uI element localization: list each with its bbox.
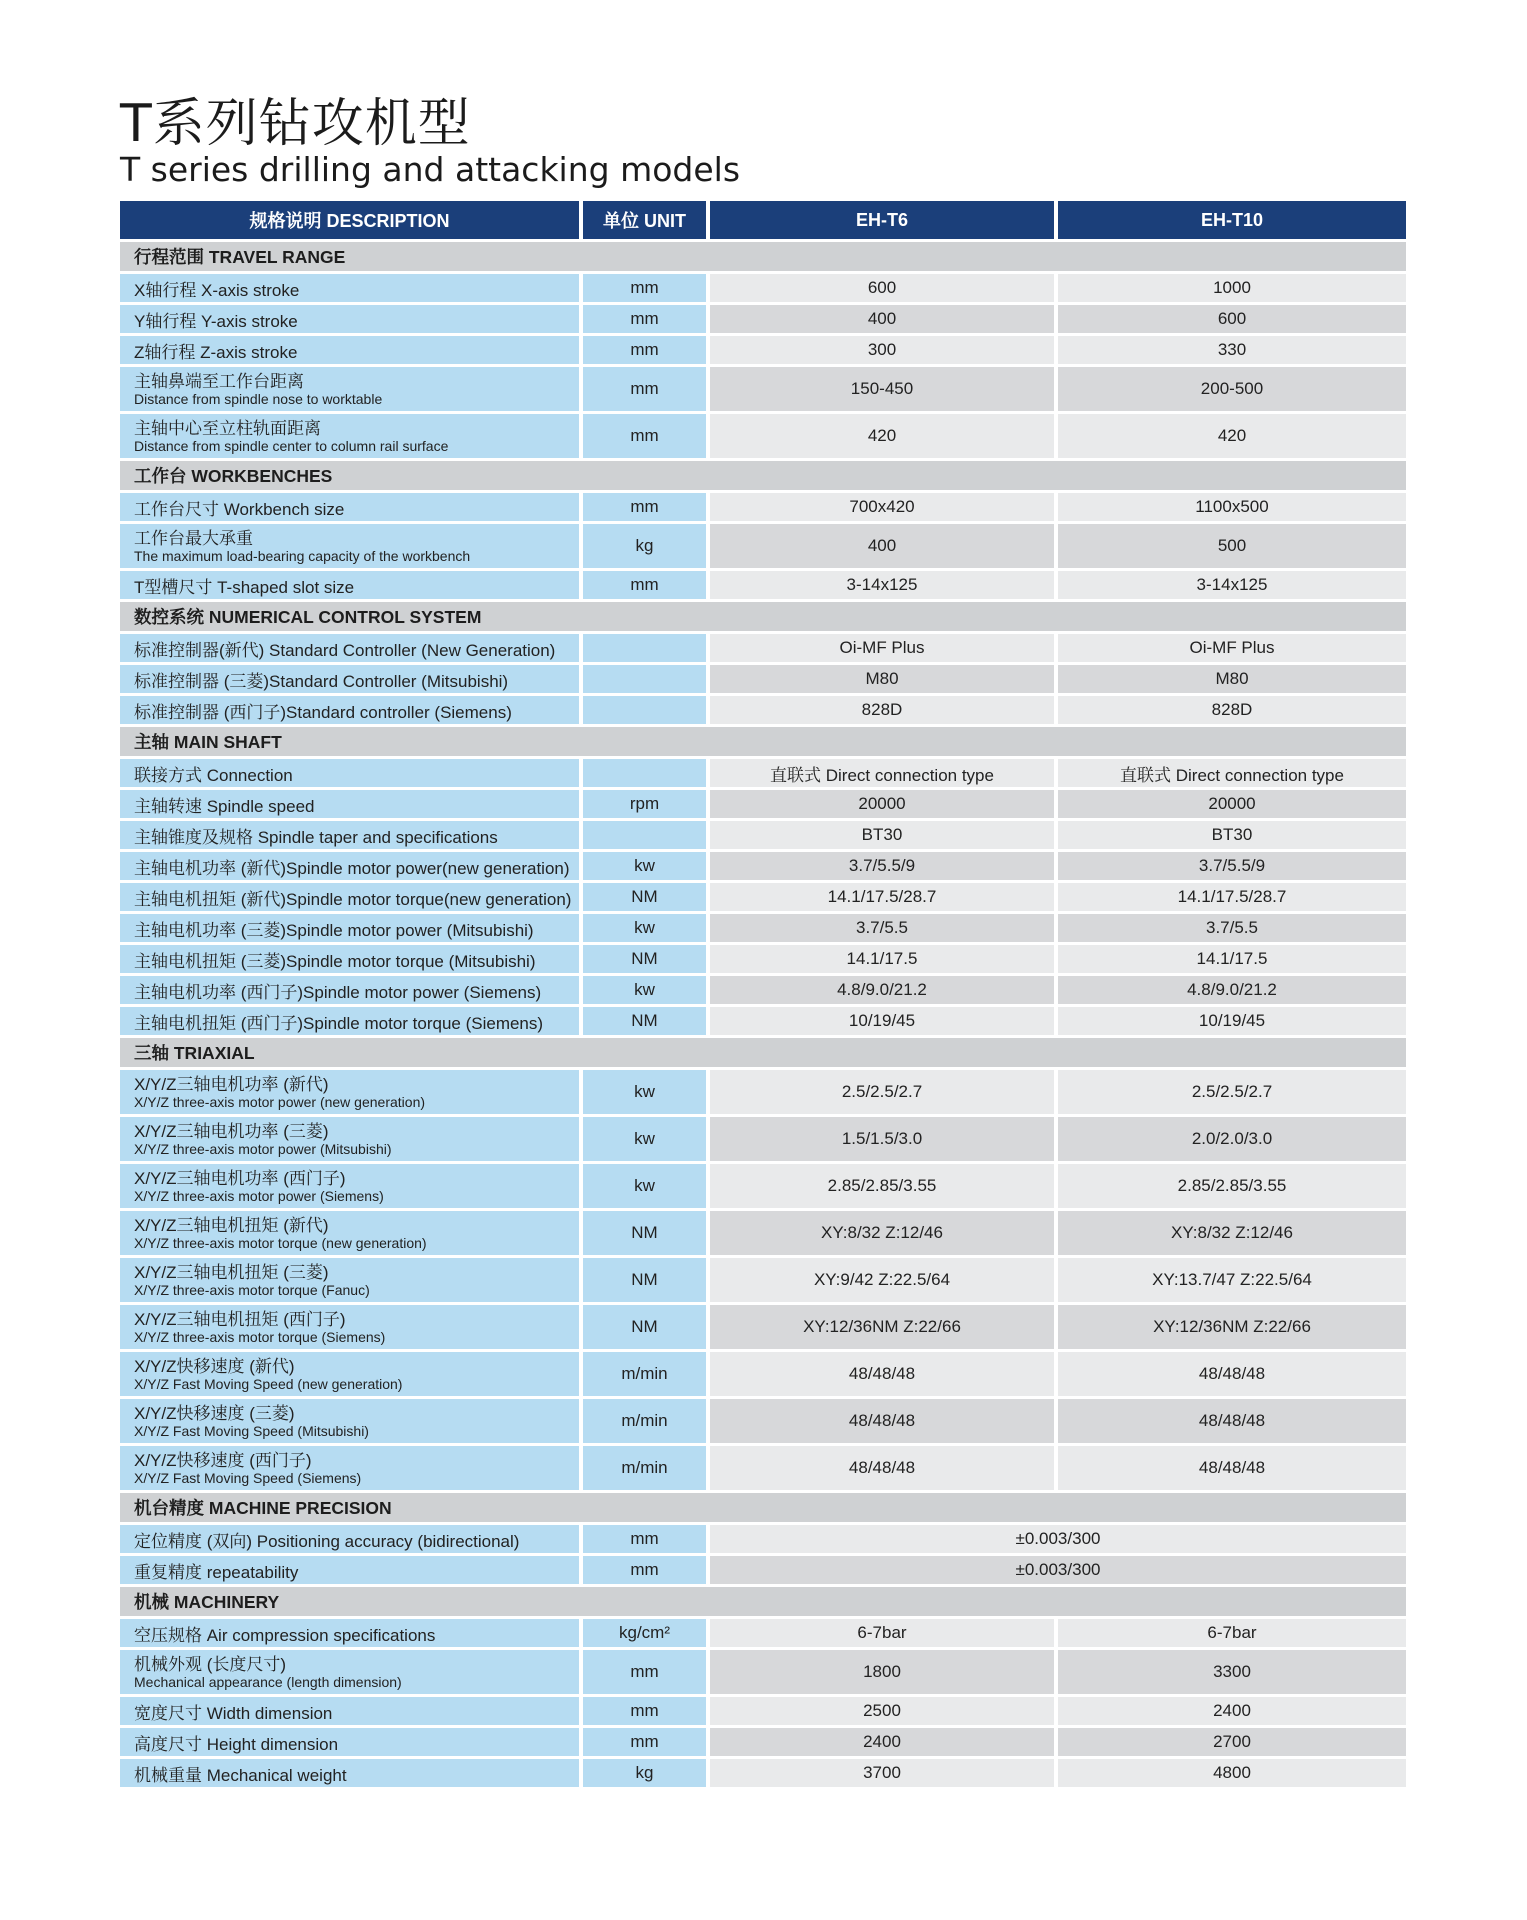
spec-description: 机械重量 Mechanical weight [120,1759,583,1787]
spec-value-eh-t6: 4.8/9.0/21.2 [710,976,1058,1004]
spec-description: 重复精度 repeatability [120,1556,583,1584]
table-row [120,759,1406,787]
spec-description: T型槽尺寸 T-shaped slot size [120,571,583,599]
spec-unit: mm [583,1650,710,1694]
table-row [120,914,1406,942]
spec-description-sub: The maximum load-bearing capacity of the workbench [134,547,471,564]
spec-value-eh-t10: 3300 [1058,1650,1406,1694]
spec-value-eh-t10: 2.85/2.85/3.55 [1058,1164,1406,1208]
table-row [120,1446,1406,1490]
spec-value-eh-t10: 600 [1058,305,1406,333]
spec-description: 主轴电机功率 (新代)Spindle motor power(new generation) [120,852,583,880]
spec-unit [583,665,710,693]
spec-unit: rpm [583,790,710,818]
spec-value-eh-t10: Oi-MF Plus [1058,634,1406,662]
header-model-eh-t6: EH-T6 [710,201,1058,239]
spec-unit: kw [583,1070,710,1114]
spec-description: 定位精度 (双向) Positioning accuracy (bidirectional) [120,1525,583,1553]
spec-value-eh-t6: 3.7/5.5/9 [710,852,1058,880]
spec-unit: m/min [583,1399,710,1443]
spec-value-eh-t6: 2500 [710,1697,1058,1725]
spec-value-eh-t10: 1100x500 [1058,493,1406,521]
spec-description-sub: X/Y/Z three-axis motor power (Siemens) [134,1187,384,1204]
spec-description [120,1650,583,1694]
spec-description-main: X/Y/Z快移速度 (三菱) [134,1403,295,1423]
spec-unit: NM [583,1007,710,1035]
spec-description [120,524,583,568]
spec-value-eh-t6: 10/19/45 [710,1007,1058,1035]
spec-value-eh-t6: XY:12/36NM Z:22/66 [710,1305,1058,1349]
spec-value-eh-t6: 48/48/48 [710,1352,1058,1396]
spec-description-main: X/Y/Z三轴电机功率 (新代) [134,1074,329,1094]
table-row [120,945,1406,973]
spec-unit: NM [583,1211,710,1255]
spec-value-eh-t6: BT30 [710,821,1058,849]
spec-description-sub: X/Y/Z three-axis motor power (new generation) [134,1093,426,1110]
table-row [120,1525,1406,1553]
spec-description-sub: X/Y/Z three-axis motor power (Mitsubishi) [134,1140,392,1157]
spec-description-sub: X/Y/Z three-axis motor torque (new generation) [134,1234,427,1251]
spec-value-eh-t6: M80 [710,665,1058,693]
spec-description [120,1399,583,1443]
spec-description: 主轴转速 Spindle speed [120,790,583,818]
spec-unit [583,821,710,849]
spec-value-eh-t10: 20000 [1058,790,1406,818]
spec-value-eh-t6: 14.1/17.5/28.7 [710,883,1058,911]
spec-description-main: X/Y/Z三轴电机扭矩 (西门子) [134,1309,346,1329]
section-title: 机台精度 MACHINE PRECISION [120,1493,1406,1522]
header-unit: 单位 UNIT [583,201,710,239]
spec-value-eh-t10: 200-500 [1058,367,1406,411]
spec-description: 标准控制器(新代) Standard Controller (New Generation) [120,634,583,662]
spec-description: 标准控制器 (三菱)Standard Controller (Mitsubishi) [120,665,583,693]
section-title: 主轴 MAIN SHAFT [120,727,1406,756]
spec-value-eh-t10: 6-7bar [1058,1619,1406,1647]
spec-value-eh-t10: M80 [1058,665,1406,693]
spec-description: 主轴电机扭矩 (西门子)Spindle motor torque (Siemens) [120,1007,583,1035]
section-title: 工作台 WORKBENCHES [120,461,1406,490]
page-title-chinese: T系列钻攻机型 [120,94,471,154]
spec-unit: m/min [583,1446,710,1490]
spec-value-eh-t10: 直联式 Direct connection type [1058,759,1406,787]
spec-value-eh-t6: XY:9/42 Z:22.5/64 [710,1258,1058,1302]
spec-value-eh-t6: Oi-MF Plus [710,634,1058,662]
spec-unit: kw [583,914,710,942]
spec-value-eh-t10: 4.8/9.0/21.2 [1058,976,1406,1004]
table-row [120,883,1406,911]
spec-unit: kw [583,852,710,880]
spec-unit: kg/cm² [583,1619,710,1647]
spec-unit: NM [583,1305,710,1349]
spec-description [120,1117,583,1161]
spec-description: Z轴行程 Z-axis stroke [120,336,583,364]
table-row [120,1211,1406,1255]
section-title: 数控系统 NUMERICAL CONTROL SYSTEM [120,602,1406,631]
spec-unit: mm [583,1728,710,1756]
spec-description-sub: Distance from spindle nose to worktable [134,390,383,407]
spec-value-eh-t10: 3-14x125 [1058,571,1406,599]
header-description: 规格说明 DESCRIPTION [120,201,583,239]
table-row [120,305,1406,333]
spec-description-main: 机械外观 (长度尺寸) [134,1654,287,1674]
spec-unit: kg [583,1759,710,1787]
spec-value-eh-t6: 600 [710,274,1058,302]
table-row [120,1305,1406,1349]
spec-description-main: X/Y/Z快移速度 (新代) [134,1356,295,1376]
spec-value-eh-t10: XY:13.7/47 Z:22.5/64 [1058,1258,1406,1302]
spec-description-main: X/Y/Z三轴电机功率 (西门子) [134,1168,346,1188]
spec-description: 主轴锥度及规格 Spindle taper and specifications [120,821,583,849]
table-row [120,696,1406,724]
spec-description: 工作台尺寸 Workbench size [120,493,583,521]
spec-description-main: X/Y/Z三轴电机功率 (三菱) [134,1121,329,1141]
spec-description-main: 主轴中心至立柱轨面距离 [134,418,321,438]
spec-value-eh-t6: 48/48/48 [710,1446,1058,1490]
spec-table-body [120,242,1406,1787]
spec-description [120,1446,583,1490]
spec-description: X轴行程 X-axis stroke [120,274,583,302]
spec-unit: kg [583,524,710,568]
spec-value-eh-t10: XY:8/32 Z:12/46 [1058,1211,1406,1255]
spec-description [120,414,583,458]
spec-description-main: X/Y/Z快移速度 (西门子) [134,1450,312,1470]
section-header-row [120,461,1406,490]
spec-description-sub: X/Y/Z three-axis motor torque (Siemens) [134,1328,386,1345]
section-header-row [120,727,1406,756]
spec-description-sub: Distance from spindle center to column rail surface [134,437,449,454]
spec-unit [583,759,710,787]
spec-value-eh-t6: 150-450 [710,367,1058,411]
spec-unit: mm [583,1525,710,1553]
spec-description: 标准控制器 (西门子)Standard controller (Siemens) [120,696,583,724]
table-row [120,634,1406,662]
spec-unit: NM [583,883,710,911]
spec-value-eh-t10: 828D [1058,696,1406,724]
spec-value-eh-t6: 48/48/48 [710,1399,1058,1443]
spec-description-sub: Mechanical appearance (length dimension) [134,1673,402,1690]
spec-unit: kw [583,976,710,1004]
spec-value-eh-t10: 48/48/48 [1058,1446,1406,1490]
spec-value-eh-t6: 20000 [710,790,1058,818]
table-row [120,1352,1406,1396]
spec-unit: mm [583,493,710,521]
section-header-row [120,1038,1406,1067]
spec-value-eh-t10: 2.0/2.0/3.0 [1058,1117,1406,1161]
table-row [120,1117,1406,1161]
spec-value-eh-t10: 14.1/17.5/28.7 [1058,883,1406,911]
spec-value-eh-t6: 300 [710,336,1058,364]
spec-unit [583,634,710,662]
spec-description-sub: X/Y/Z three-axis motor torque (Fanuc) [134,1281,370,1298]
spec-description-main: X/Y/Z三轴电机扭矩 (新代) [134,1215,329,1235]
spec-value-eh-t6: 2.85/2.85/3.55 [710,1164,1058,1208]
spec-unit: NM [583,1258,710,1302]
spec-unit: kw [583,1117,710,1161]
spec-description-sub: X/Y/Z Fast Moving Speed (Siemens) [134,1469,362,1486]
spec-value-eh-t6: 828D [710,696,1058,724]
table-row [120,1556,1406,1584]
spec-value-eh-t6: 1800 [710,1650,1058,1694]
table-row [120,414,1406,458]
table-row [120,1070,1406,1114]
spec-description [120,1164,583,1208]
spec-value-eh-t6: 400 [710,524,1058,568]
section-header-row [120,1493,1406,1522]
table-row [120,852,1406,880]
spec-unit: mm [583,1697,710,1725]
spec-description: 主轴电机功率 (西门子)Spindle motor power (Siemens) [120,976,583,1004]
table-row [120,493,1406,521]
section-title: 机械 MACHINERY [120,1587,1406,1616]
table-row [120,976,1406,1004]
section-header-row [120,602,1406,631]
spec-unit: mm [583,1556,710,1584]
spec-value-eh-t6: 700x420 [710,493,1058,521]
spec-description: 主轴电机扭矩 (三菱)Spindle motor torque (Mitsubishi) [120,945,583,973]
spec-description-sub: X/Y/Z Fast Moving Speed (new generation) [134,1375,403,1392]
spec-value-eh-t10: 330 [1058,336,1406,364]
spec-value-eh-t10: 420 [1058,414,1406,458]
section-title: 行程范围 TRAVEL RANGE [120,242,1406,271]
spec-value-eh-t10: 10/19/45 [1058,1007,1406,1035]
section-header-row [120,1587,1406,1616]
spec-value-eh-t6: 400 [710,305,1058,333]
spec-unit: mm [583,274,710,302]
spec-value-eh-t10: 500 [1058,524,1406,568]
spec-description: 联接方式 Connection [120,759,583,787]
spec-value-eh-t10: 48/48/48 [1058,1399,1406,1443]
spec-value-eh-t10: 14.1/17.5 [1058,945,1406,973]
spec-value-eh-t6: 1.5/1.5/3.0 [710,1117,1058,1161]
table-row [120,1399,1406,1443]
table-row [120,367,1406,411]
spec-unit [583,696,710,724]
spec-value-merged: ±0.003/300 [710,1525,1406,1553]
table-row [120,274,1406,302]
spec-value-eh-t10: 48/48/48 [1058,1352,1406,1396]
spec-value-eh-t10: 3.7/5.5 [1058,914,1406,942]
table-row [120,1728,1406,1756]
spec-value-eh-t10: 2700 [1058,1728,1406,1756]
header-model-eh-t10: EH-T10 [1058,201,1406,239]
table-row [120,1697,1406,1725]
spec-unit: NM [583,945,710,973]
spec-value-eh-t6: 420 [710,414,1058,458]
spec-description-main: 主轴鼻端至工作台距离 [134,371,304,391]
section-title: 三轴 TRIAXIAL [120,1038,1406,1067]
table-row [120,821,1406,849]
table-row [120,1759,1406,1787]
section-header-row [120,242,1406,271]
spec-value-eh-t6: 3700 [710,1759,1058,1787]
spec-table [120,198,1406,1790]
table-row [120,790,1406,818]
spec-value-eh-t6: 2400 [710,1728,1058,1756]
spec-value-eh-t10: 4800 [1058,1759,1406,1787]
table-row [120,1650,1406,1694]
spec-description [120,1258,583,1302]
spec-value-eh-t6: 2.5/2.5/2.7 [710,1070,1058,1114]
spec-unit: kw [583,1164,710,1208]
spec-value-eh-t6: 3-14x125 [710,571,1058,599]
spec-description-main: X/Y/Z三轴电机扭矩 (三菱) [134,1262,329,1282]
spec-unit: mm [583,305,710,333]
spec-description: Y轴行程 Y-axis stroke [120,305,583,333]
spec-description: 主轴电机扭矩 (新代)Spindle motor torque(new generation) [120,883,583,911]
table-row [120,1007,1406,1035]
spec-description [120,367,583,411]
spec-description [120,1211,583,1255]
table-row [120,1164,1406,1208]
spec-value-eh-t10: 2400 [1058,1697,1406,1725]
spec-value-eh-t6: 3.7/5.5 [710,914,1058,942]
spec-value-eh-t6: 直联式 Direct connection type [710,759,1058,787]
spec-value-eh-t10: XY:12/36NM Z:22/66 [1058,1305,1406,1349]
spec-value-eh-t10: 3.7/5.5/9 [1058,852,1406,880]
spec-value-eh-t6: 6-7bar [710,1619,1058,1647]
spec-unit: m/min [583,1352,710,1396]
spec-description [120,1070,583,1114]
spec-unit: mm [583,571,710,599]
spec-description: 宽度尺寸 Width dimension [120,1697,583,1725]
spec-value-merged: ±0.003/300 [710,1556,1406,1584]
spec-value-eh-t6: XY:8/32 Z:12/46 [710,1211,1058,1255]
spec-unit: mm [583,414,710,458]
spec-description: 空压规格 Air compression specifications [120,1619,583,1647]
spec-unit: mm [583,336,710,364]
table-row [120,571,1406,599]
spec-value-eh-t10: 1000 [1058,274,1406,302]
spec-description [120,1352,583,1396]
table-header-row [120,201,1406,239]
table-row [120,336,1406,364]
spec-description-main: 工作台最大承重 [134,528,253,548]
table-row [120,665,1406,693]
spec-description [120,1305,583,1349]
spec-description: 高度尺寸 Height dimension [120,1728,583,1756]
table-row [120,1619,1406,1647]
spec-description: 主轴电机功率 (三菱)Spindle motor power (Mitsubishi) [120,914,583,942]
spec-unit: mm [583,367,710,411]
spec-value-eh-t6: 14.1/17.5 [710,945,1058,973]
table-row [120,1258,1406,1302]
page-title-english: T series drilling and attacking models [120,150,741,189]
spec-value-eh-t10: BT30 [1058,821,1406,849]
spec-description-sub: X/Y/Z Fast Moving Speed (Mitsubishi) [134,1422,369,1439]
spec-value-eh-t10: 2.5/2.5/2.7 [1058,1070,1406,1114]
table-row [120,524,1406,568]
